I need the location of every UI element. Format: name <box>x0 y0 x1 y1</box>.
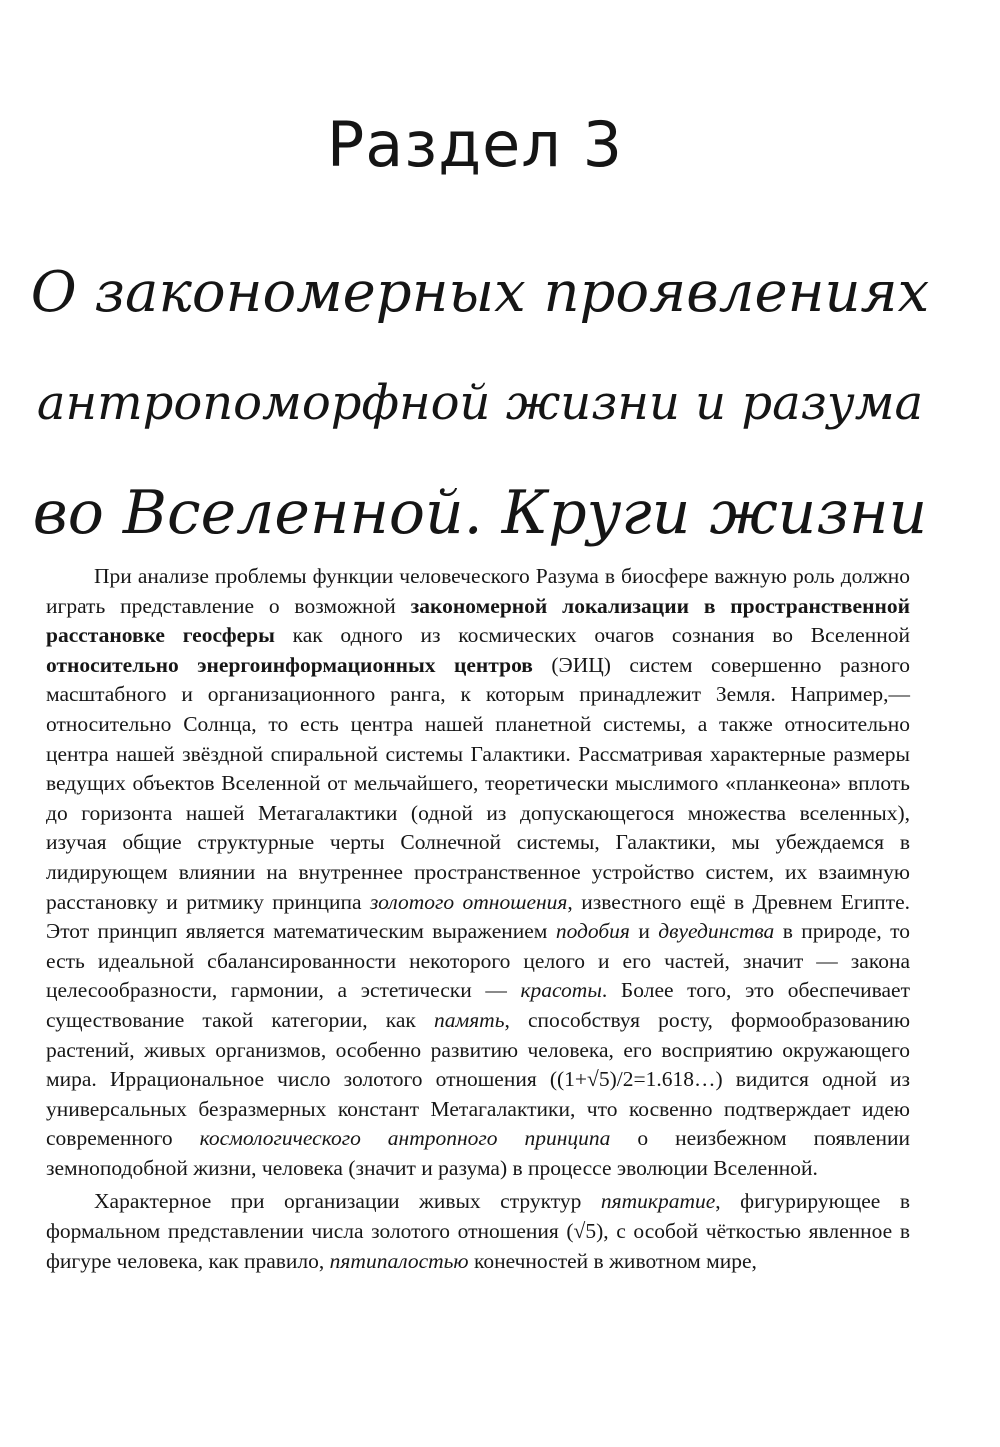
chapter-title-line: О закономерных проявлениях <box>30 260 930 325</box>
bold-term: относительно энергоинформационных центров <box>46 652 533 677</box>
text-segment: (ЭИЦ) систем совершенно разного масштабного и организационного ранга, к которым принадлежит Земля. Например,— относительно Солнца, то есть центра нашей планетной системы, а также относительно центра нашей звёздной спиральной системы Галактики. Рассматривая характерные размеры ведущих объектов Вселенной от мельчайшего, теоретически мыслимого «планкеона» вплоть до горизонта нашей Метагалактики (одной из допускающегося множества вселенных), изучая общие структурные черты Солнечной системы, Галактики, мы убеждаемся в лидирующем влиянии на внутреннее пространственное устройство систем, их взаимную расстановку и ритмику принципа <box>46 652 911 914</box>
italic-term: красоты <box>520 978 602 1003</box>
chapter-title <box>30 238 930 568</box>
italic-term: память <box>433 1007 505 1032</box>
italic-term: двуединства <box>658 919 775 944</box>
text-segment: , известного ещё в Древнем Египте. Этот принцип является математическим выражением <box>46 889 910 944</box>
text-segment: , способствуя росту, формообразованию растений, живых организмов, особенно развитию человека, его восприятию окружающего мира. Иррациональное число золотого отношения ((1+√5)/2=1.618…) видится одной из универсальных безразмерных констант Метагалактики, что косвенно подтверждает идею современного <box>46 1007 911 1151</box>
text-segment: Характерное при организации живых структур <box>94 1189 601 1214</box>
text-segment: конечностей в животном мире, <box>468 1248 757 1273</box>
paragraph <box>46 562 910 1183</box>
chapter-title-line: во Вселенной. Круги жизни <box>32 478 928 548</box>
body-text <box>46 562 910 1276</box>
text-segment: как одного из космических очагов сознания во Вселенной <box>274 623 910 648</box>
text-segment: , фигурирующее в формальном представлении числа золотого отношения (√5), с особой чёткостью явленное в фигуре человека, как правило, <box>46 1189 910 1273</box>
text-segment: . Более того, это обеспечивает существование такой категории, как <box>46 978 910 1032</box>
text-segment: При анализе проблемы функции человеческого Разума в биосфере важную роль должно играть представление о возможной <box>46 564 910 618</box>
paragraph <box>46 1187 910 1276</box>
chapter-title-line: антропоморфной жизни и разума <box>36 375 924 431</box>
italic-term: золотого отношения <box>370 889 568 914</box>
text-segment: о неизбежном появлении земноподобной жизни, человека (значит и разума) в процессе эволюции Вселенной. <box>46 1126 910 1180</box>
italic-term: пятипалостью <box>329 1248 469 1273</box>
italic-term: космологического антропного принципа <box>199 1126 611 1151</box>
text-segment: в природе, то есть идеальной сбалансированности некоторого целого и его частей, значит — закона целесообразности, гармонии, а эстетически — <box>46 919 910 1003</box>
italic-term: подобия <box>555 919 630 944</box>
text-segment: и <box>629 919 659 944</box>
italic-term: пятикратие <box>600 1189 716 1214</box>
bold-term: закономерной локализации в пространственной расстановке геосферы <box>46 593 910 648</box>
section-heading: Раздел 3 <box>326 108 624 181</box>
